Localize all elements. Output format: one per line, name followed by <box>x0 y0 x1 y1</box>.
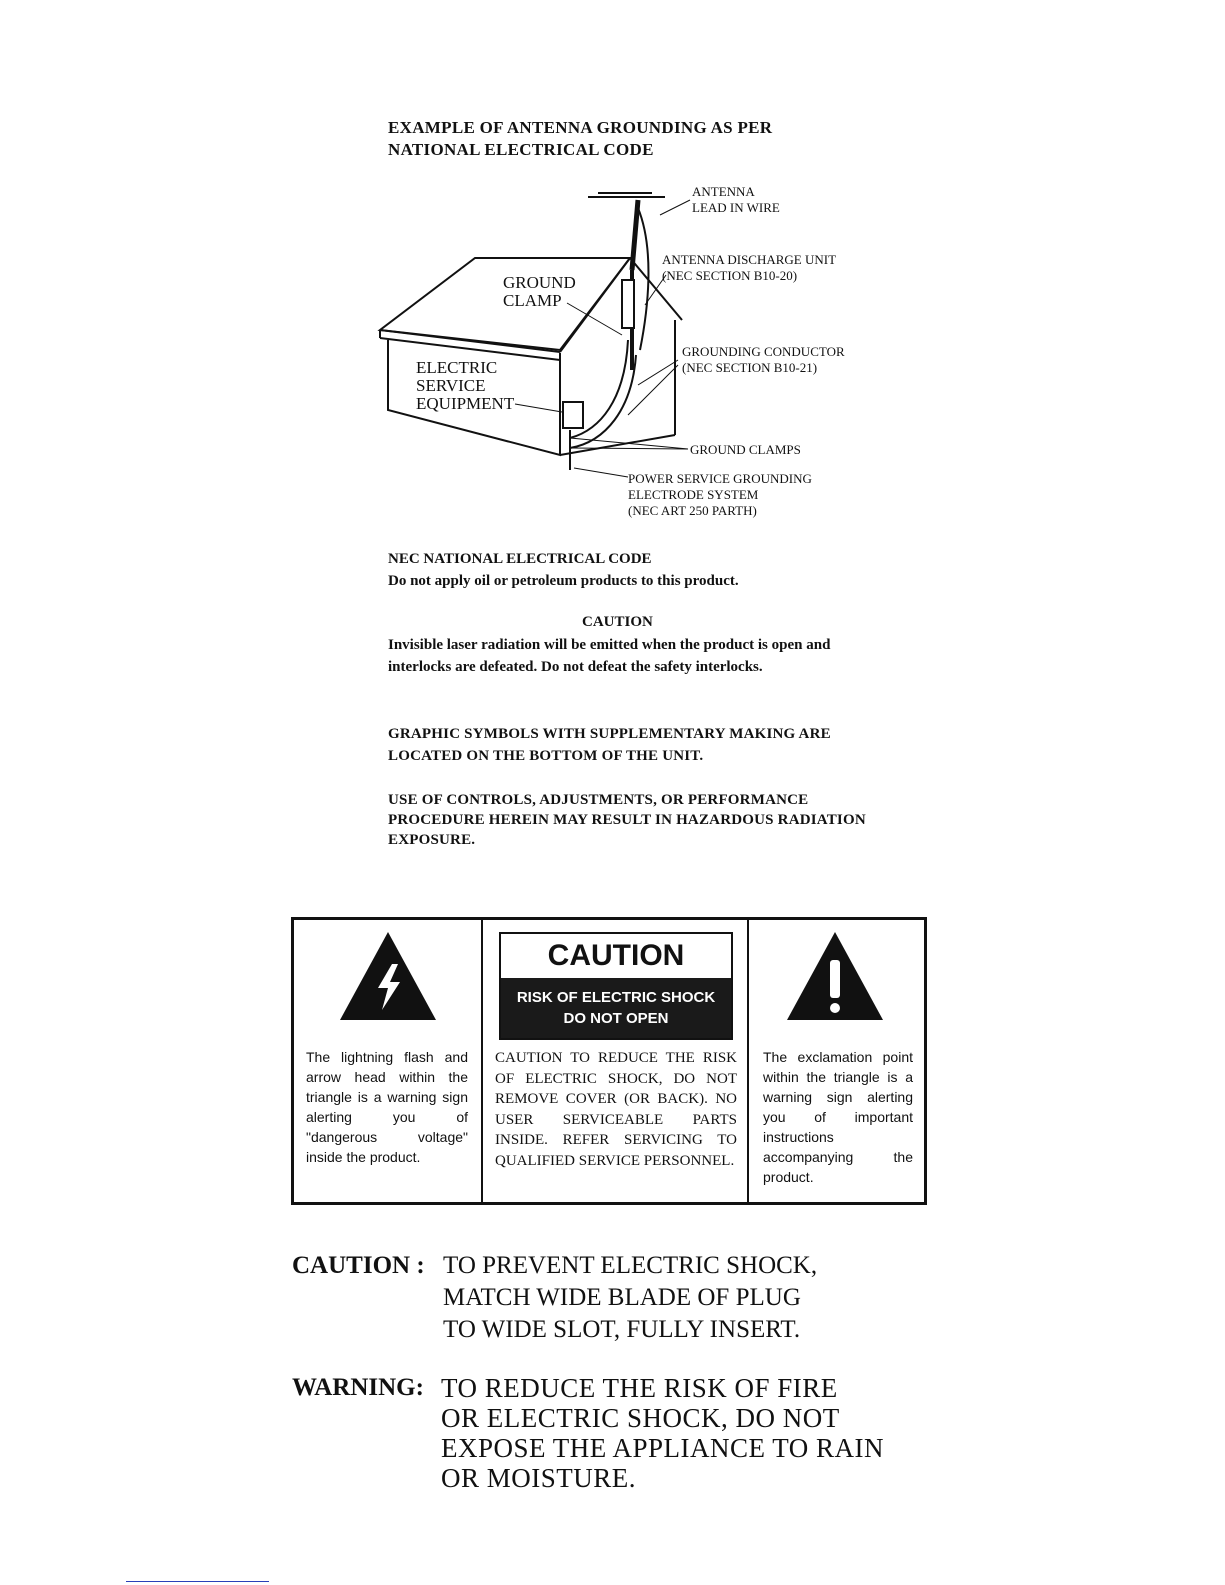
risk-of-shock-text: RISK OF ELECTRIC SHOCK <box>516 989 716 1006</box>
caution-label-title: CAUTION <box>547 939 685 972</box>
label-ground-clamp-1: GROUND <box>503 273 576 292</box>
label-equipment: EQUIPMENT <box>416 394 515 413</box>
fire-warning-line4: OR MOISTURE. <box>441 1463 637 1493</box>
controls-warning: USE OF CONTROLS, ADJUSTMENTS, OR PERFORMANCE PROCEDURE HEREIN MAY RESULT IN HAZARDOUS RADIATION EXPOSURE. <box>388 792 866 848</box>
laser-caution-heading: CAUTION <box>582 614 653 630</box>
fire-warning-line2: OR ELECTRIC SHOCK, DO NOT <box>441 1403 840 1433</box>
label-grounding-section: (NEC SECTION B10-21) <box>682 360 818 375</box>
label-power-service: POWER SERVICE GROUNDING <box>628 471 812 486</box>
label-antenna: ANTENNA <box>692 184 755 199</box>
label-discharge-section: (NEC SECTION B10-20) <box>662 268 798 283</box>
plug-caution-line3: TO WIDE SLOT, FULLY INSERT. <box>443 1316 801 1343</box>
plug-caution-line2: MATCH WIDE BLADE OF PLUG <box>443 1284 801 1311</box>
plug-caution-label: CAUTION : <box>292 1252 425 1279</box>
label-electrode-system: ELECTRODE SYSTEM <box>628 487 759 502</box>
caution-label-column <box>483 920 749 1202</box>
label-grounding-conductor: GROUNDING CONDUCTOR <box>682 344 845 359</box>
fire-warning-label: WARNING: <box>292 1374 424 1401</box>
antenna-mast <box>563 193 665 470</box>
label-ground-clamps: GROUND CLAMPS <box>690 442 801 457</box>
oil-warning: Do not apply oil or petroleum products to this product. <box>388 573 739 589</box>
bottom-rule <box>126 1581 269 1582</box>
nec-title: NEC NATIONAL ELECTRICAL CODE <box>388 551 652 567</box>
safety-symbols-box <box>291 917 927 1205</box>
lightning-description: The lightning flash and arrow head within the triangle is a warning sign alerting you of "dangerous voltage" inside the product. <box>306 1049 468 1165</box>
laser-caution-text: Invisible laser radiation will be emitted when the product is open and interlocks are defeated. Do not defeat the safety interlocks. <box>388 637 831 675</box>
fire-warning-line3: EXPOSE THE APPLIANCE TO RAIN <box>441 1433 885 1463</box>
label-service: SERVICE <box>416 376 486 395</box>
caution-description: CAUTION TO REDUCE THE RISK OF ELECTRIC SHOCK, DO NOT REMOVE COVER (OR BACK). NO USER SERVICEABLE PARTS INSIDE. REFER SERVICING TO QUALIFIED SERVICE PERSONNEL. <box>495 1050 737 1169</box>
page-title-line1: EXAMPLE OF ANTENNA GROUNDING AS PER <box>388 118 773 137</box>
label-lead-in-wire: LEAD IN WIRE <box>692 200 780 215</box>
fire-warning-line1: TO REDUCE THE RISK OF FIRE <box>441 1373 838 1403</box>
label-ground-clamp-2: CLAMP <box>503 291 562 310</box>
label-electric: ELECTRIC <box>416 358 498 377</box>
exclamation-triangle-icon <box>785 930 885 1022</box>
lightning-triangle-icon <box>338 930 438 1022</box>
lightning-column <box>294 920 483 1202</box>
page-title-line2: NATIONAL ELECTRICAL CODE <box>388 140 654 159</box>
label-discharge-unit: ANTENNA DISCHARGE UNIT <box>662 252 837 267</box>
do-not-open-text: DO NOT OPEN <box>563 1010 669 1027</box>
caution-label <box>499 932 733 1040</box>
antenna-grounding-diagram <box>370 180 870 530</box>
label-nec-art: (NEC ART 250 PARTH) <box>628 503 757 518</box>
caution-label-banner <box>501 978 731 1038</box>
exclamation-description: The exclamation point within the triangle is a warning sign alerting you of important instructions accompanying the product. <box>763 1049 913 1185</box>
plug-caution-line1: TO PREVENT ELECTRIC SHOCK, <box>443 1252 818 1279</box>
exclamation-column <box>749 920 924 1202</box>
graphic-symbols-note: GRAPHIC SYMBOLS WITH SUPPLEMENTARY MAKING ARE LOCATED ON THE BOTTOM OF THE UNIT. <box>388 726 831 764</box>
